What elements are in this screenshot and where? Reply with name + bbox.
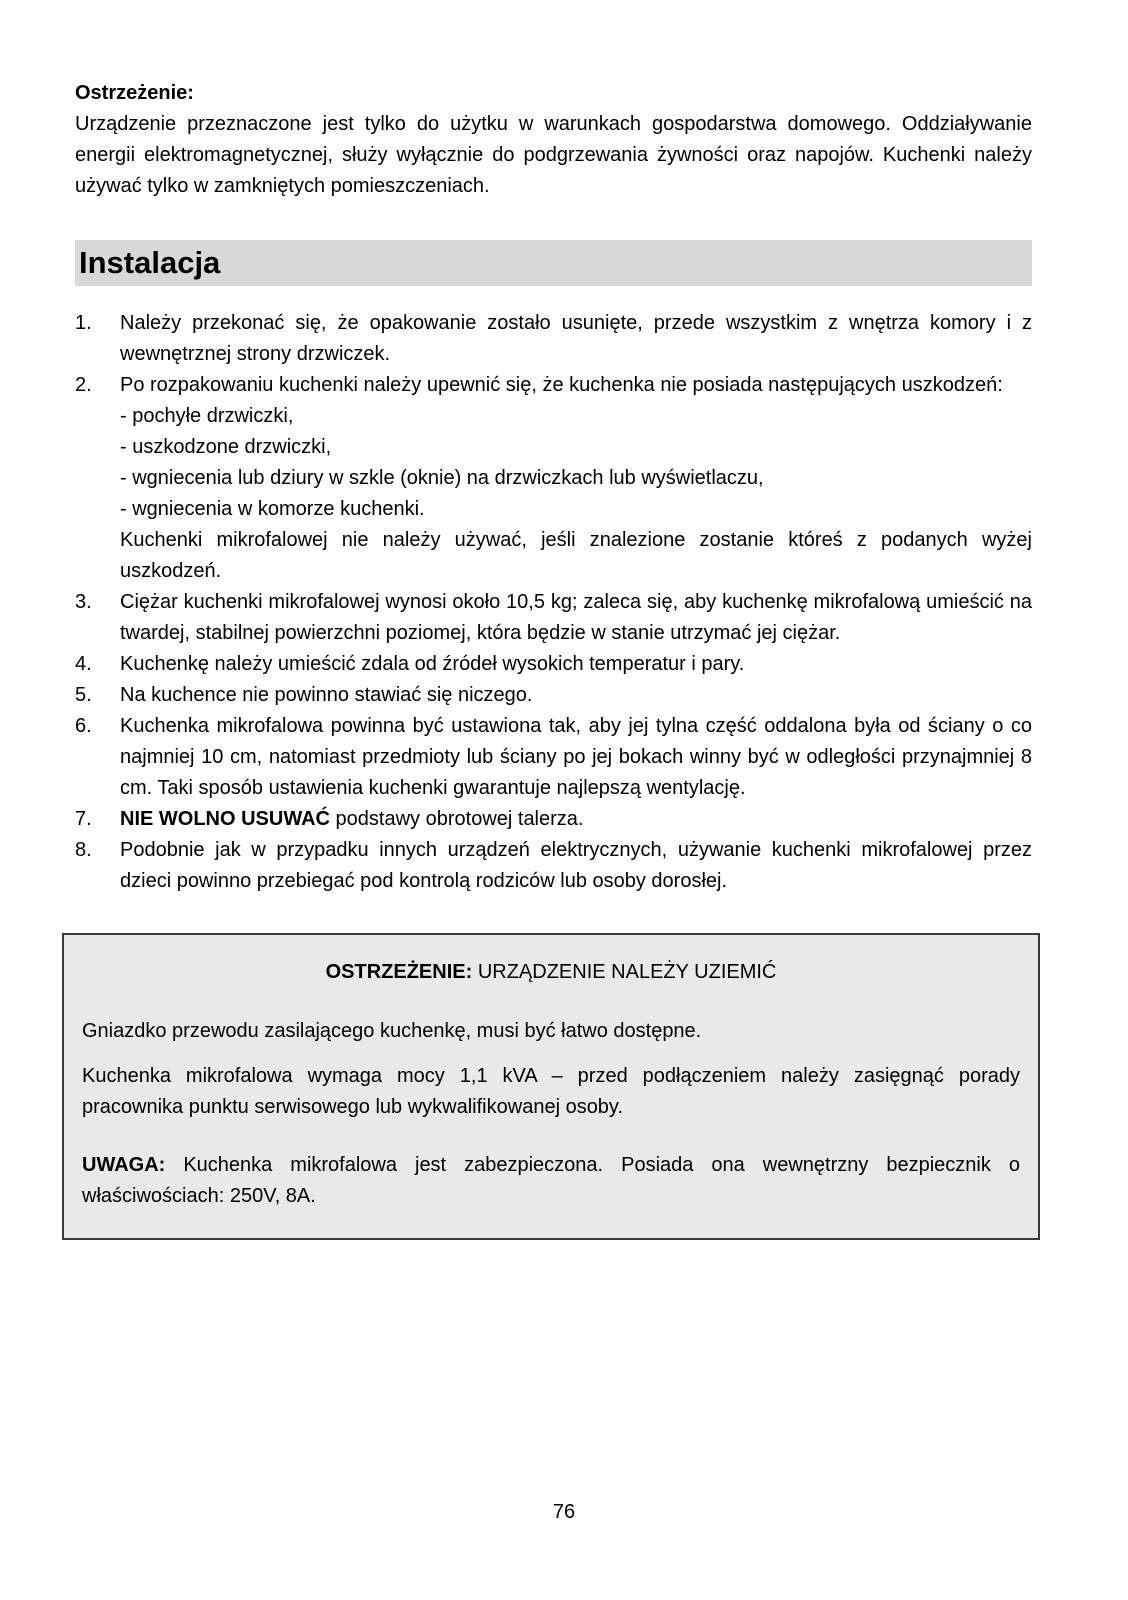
list-item [75,308,1032,370]
list-item-number: 5. [75,684,92,706]
list-subitem: - wgniecenia w komorze kuchenki. [120,498,425,520]
list-item [75,711,1032,804]
list-item-text: Ciężar kuchenki mikrofalowej wynosi około 10,5 kg; zaleca się, aby kuchenkę mikrofalową umieścić na twardej, stabilnej powierzchni poziomej, która będzie w stanie utrzymać jej ciężar. [120,591,1032,644]
warning-box-paragraph: Gniazdko przewodu zasilającego kuchenkę, musi być łatwo dostępne. [82,1020,702,1042]
list-item-continuation: Kuchenki mikrofalowej nie należy używać, jeśli znalezione zostanie któreś z podanych wyżej uszkodzeń. [120,529,1032,582]
warning-intro [75,78,1032,202]
list-item [75,804,1032,835]
list-item-number: 3. [75,591,92,613]
list-item-text: Po rozpakowaniu kuchenki należy upewnić się, że kuchenka nie posiada następujących uszkodzeń: [120,374,1003,396]
list-subitem: - wgniecenia lub dziury w szkle (oknie) na drzwiczkach lub wyświetlaczu, [120,467,764,489]
list-item [75,587,1032,649]
list-item-text [120,804,1032,835]
list-item-bold-lead: NIE WOLNO USUWAĆ [120,808,330,830]
warning-box-paragraph: Kuchenka mikrofalowa wymaga mocy 1,1 kVA – przed podłączeniem należy zasięgnąć porady pracownika punktu serwisowego lub wykwalifikowanej osoby. [82,1065,1020,1118]
list-item-text: Podobnie jak w przypadku innych urządzeń elektrycznych, używanie kuchenki mikrofalowej przez dzieci powinno przebiegać pod kontrolą rodziców lub osoby dorosłej. [120,839,1032,892]
warning-intro-title: Ostrzeżenie: [75,82,194,104]
list-item [75,835,1032,897]
list-item-text: Należy przekonać się, że opakowanie zostało usunięte, przede wszystkim z wnętrza komory i z wewnętrznej strony drzwiczek. [120,312,1032,365]
list-subitem: - uszkodzone drzwiczki, [120,436,332,458]
installation-steps [75,308,1032,897]
warning-box-heading [82,957,1020,988]
list-item-text: Na kuchence nie powinno stawiać się niczego. [120,684,533,706]
list-item [75,649,1032,680]
warning-box-note-rest: Kuchenka mikrofalowa jest zabezpieczona. Posiada ona wewnętrzny bezpiecznik o właściwościach: 250V, 8A. [82,1154,1020,1207]
list-item-rest: podstawy obrotowej talerza. [330,808,584,830]
list-item-number: 8. [75,839,92,861]
section-heading: Instalacja [75,240,1032,286]
warning-box-heading-rest: URZĄDZENIE NALEŻY UZIEMIĆ [472,961,777,983]
list-item-number: 7. [75,808,92,830]
list-subitem: - pochyłe drzwiczki, [120,405,294,427]
list-item-text: Kuchenkę należy umieścić zdala od źródeł wysokich temperatur i pary. [120,653,745,675]
warning-box-note-bold: UWAGA: [82,1154,166,1176]
warning-intro-body: Urządzenie przeznaczone jest tylko do użytku w warunkach gospodarstwa domowego. Oddziaływanie energii elektromagnetycznej, służy wyłącznie do podgrzewania żywności oraz napojów. Kuchenki należy używać tylko w zamkniętych pomieszczeniach. [75,113,1032,197]
warning-box-note [82,1150,1020,1212]
warning-box [62,933,1040,1240]
page-number: 76 [552,1501,576,1523]
list-item-number: 4. [75,653,92,675]
list-item [75,370,1032,587]
list-item-number: 2. [75,374,92,396]
list-item-number: 6. [75,715,92,737]
warning-box-heading-bold: OSTRZEŻENIE: [325,961,473,983]
list-item-number: 1. [75,312,92,334]
list-item-text: Kuchenka mikrofalowa powinna być ustawiona tak, aby jej tylna część oddalona była od ściany o co najmniej 10 cm, natomiast przedmioty lub ściany po jej bokach winny być w odległości przynajmniej 8 cm. Taki sposób ustawienia kuchenki gwarantuje najlepszą wentylację. [120,715,1032,799]
list-item [75,680,1032,711]
